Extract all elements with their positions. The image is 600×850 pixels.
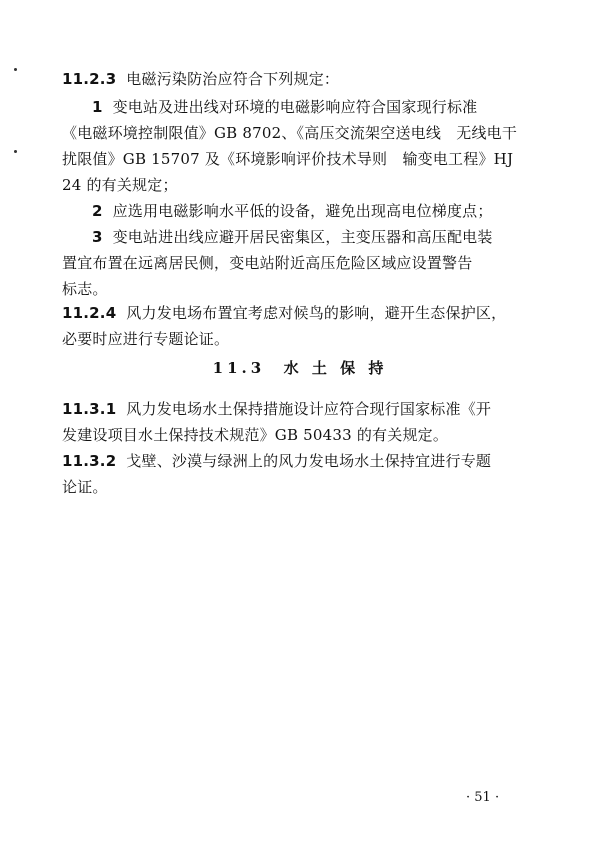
scan-speck [14,68,17,71]
item-text-line: 24 的有关规定； [62,176,178,194]
clause-text: 电磁污染防治应符合下列规定： [126,70,340,88]
item-text-line: 应选用电磁影响水平低的设备，避免出现高电位梯度点； [112,202,493,220]
clause-11-2-4 [62,300,542,352]
item-number: 3 [92,228,103,246]
clause-text-line: 论证。 [62,478,108,496]
clause-number: 11.2.3 [62,70,117,88]
section-heading: 水 土 保 持 [283,359,388,377]
clause-11-3-2 [62,448,542,500]
clause-text-line: 风力发电场布置宜考虑对候鸟的影响，避开生态保护区， [126,304,507,322]
clause-text-line: 风力发电场水土保持措施设计应符合现行国家标准《开 [126,400,492,418]
clause-text-line: 必要时应进行专题论证。 [62,330,230,348]
scan-speck [14,150,17,153]
item-text-line: 标志。 [62,280,108,298]
clause-item-1 [62,94,542,198]
clause-11-3-1 [62,396,542,448]
item-text-line: 扰限值》GB 15707 及《环境影响评价技术导则 输变电工程》HJ [62,150,514,168]
clause-number: 11.3.1 [62,400,117,418]
clause-item-2 [62,198,542,224]
clause-text-line: 发建设项目水土保持技术规范》GB 50433 的有关规定。 [62,426,449,444]
item-number: 2 [92,202,103,220]
item-text-line: 变电站及进出线对环境的电磁影响应符合国家现行标准 [112,98,478,116]
item-text-line: 变电站进出线应避开居民密集区，主变压器和高压配电装 [112,228,493,246]
clause-number: 11.2.4 [62,304,117,322]
clause-item-3 [62,224,542,302]
page-number: · 51 · [466,790,500,805]
clause-number: 11.3.2 [62,452,117,470]
section-number: 11.3 [212,359,266,377]
clause-11-2-3 [62,66,542,92]
item-number: 1 [92,98,103,116]
item-text-line: 《电磁环境控制限值》GB 8702、《高压交流架空送电线 无线电干 [62,124,518,142]
clause-text-line: 戈壁、沙漠与绿洲上的风力发电场水土保持宜进行专题 [126,452,492,470]
section-title [0,357,600,378]
item-text-line: 置宜布置在远离居民侧，变电站附近高压危险区域应设置警告 [62,254,473,272]
